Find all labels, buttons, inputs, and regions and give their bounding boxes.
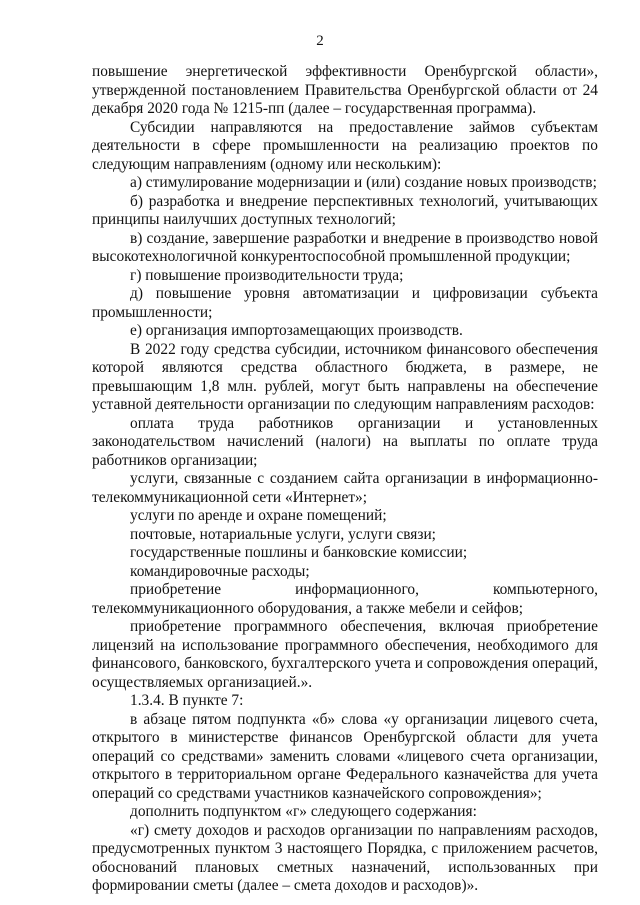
expense-item-website: услуги, связанные с созданием сайта организации в информационно-телекоммуникационной сети «Интернет»; (92, 470, 598, 506)
expense-item-salary: оплата труда работников организации и установленных законодательством начислений (налоги) на выплаты по оплате труда работников организации; (92, 414, 598, 469)
list-item-e: е) организация импортозамещающих производств. (130, 322, 463, 339)
expense-item-rent: услуги по аренде и охране помещений; (130, 507, 387, 524)
document-body (92, 63, 598, 896)
paragraph-2022: В 2022 году средства субсидии, источником финансового обеспечения которой являются средства областного бюджета, в размере, не превышающим 1,8 млн. рублей, могут быть направлены на обеспечение уставной деятельности организации по следующим направлениям расходов: (92, 340, 598, 413)
expense-item-software: приобретение программного обеспечения, включая приобретение лицензий на использование программного обеспечения, необходимого для финансового, банковского, бухгалтерского учета и сопровождения операций, осуществляемых организацией.». (92, 618, 598, 691)
list-item-d: д) повышение уровня автоматизации и цифровизации субъекта промышленности; (92, 285, 598, 321)
subitem-g-text: «г) смету доходов и расходов организации по направлениям расходов, предусмотренных пунктом 3 настоящего Порядка, с приложением расчетов, обоснований плановых сметных назначений, использованных при формировании сметы (далее – смета доходов и расходов)». (92, 821, 598, 894)
expense-item-equipment: приобретение информационного, компьютерного, телекоммуникационного оборудования, а также мебели и сейфов; (92, 581, 598, 617)
list-item-v: в) создание, завершение разработки и внедрение в производство новой высокотехнологичной конкурентоспособной промышленной продукции; (92, 229, 598, 265)
list-item-g: г) повышение производительности труда; (130, 266, 404, 284)
amendment-add-g: дополнить подпунктом «г» следующего содержания: (130, 803, 477, 820)
list-item-a: а) стимулирование модернизации и (или) создание новых производств; (130, 174, 597, 191)
page-number: 2 (316, 33, 324, 49)
amendment-paragraph: в абзаце пятом подпункта «б» слова «у организации лицевого счета, открытого в министерстве финансов Оренбургской области для учета операций со средствами» заменить словами «лицевого счета организации, открытого в территориальном органе Федерального казначейства для учета операций со средствами участников казначейского сопровождения»; (92, 710, 598, 802)
expense-item-postal: почтовые, нотариальные услуги, услуги связи; (130, 525, 436, 543)
paragraph-1: повышение энергетической эффективности Оренбургской области», утвержденной постановлением Правительства Оренбургской области от 24 декабря 2020 года № 1215-пп (далее – государственная программа). (92, 63, 598, 117)
expense-item-fees: государственные пошлины и банковские комиссии; (130, 544, 468, 561)
expense-item-travel: командировочные расходы; (130, 562, 310, 580)
list-item-b: б) разработка и внедрение перспективных технологий, учитывающих принципы наилучших доступных технологий; (92, 192, 598, 228)
section-1-3-4: 1.3.4. В пункте 7: (130, 692, 244, 709)
paragraph-2: Субсидии направляются на предоставление займов субъектам деятельности в сфере промышленности на реализацию проектов по следующим направлениям (одному или нескольким): (92, 118, 598, 173)
